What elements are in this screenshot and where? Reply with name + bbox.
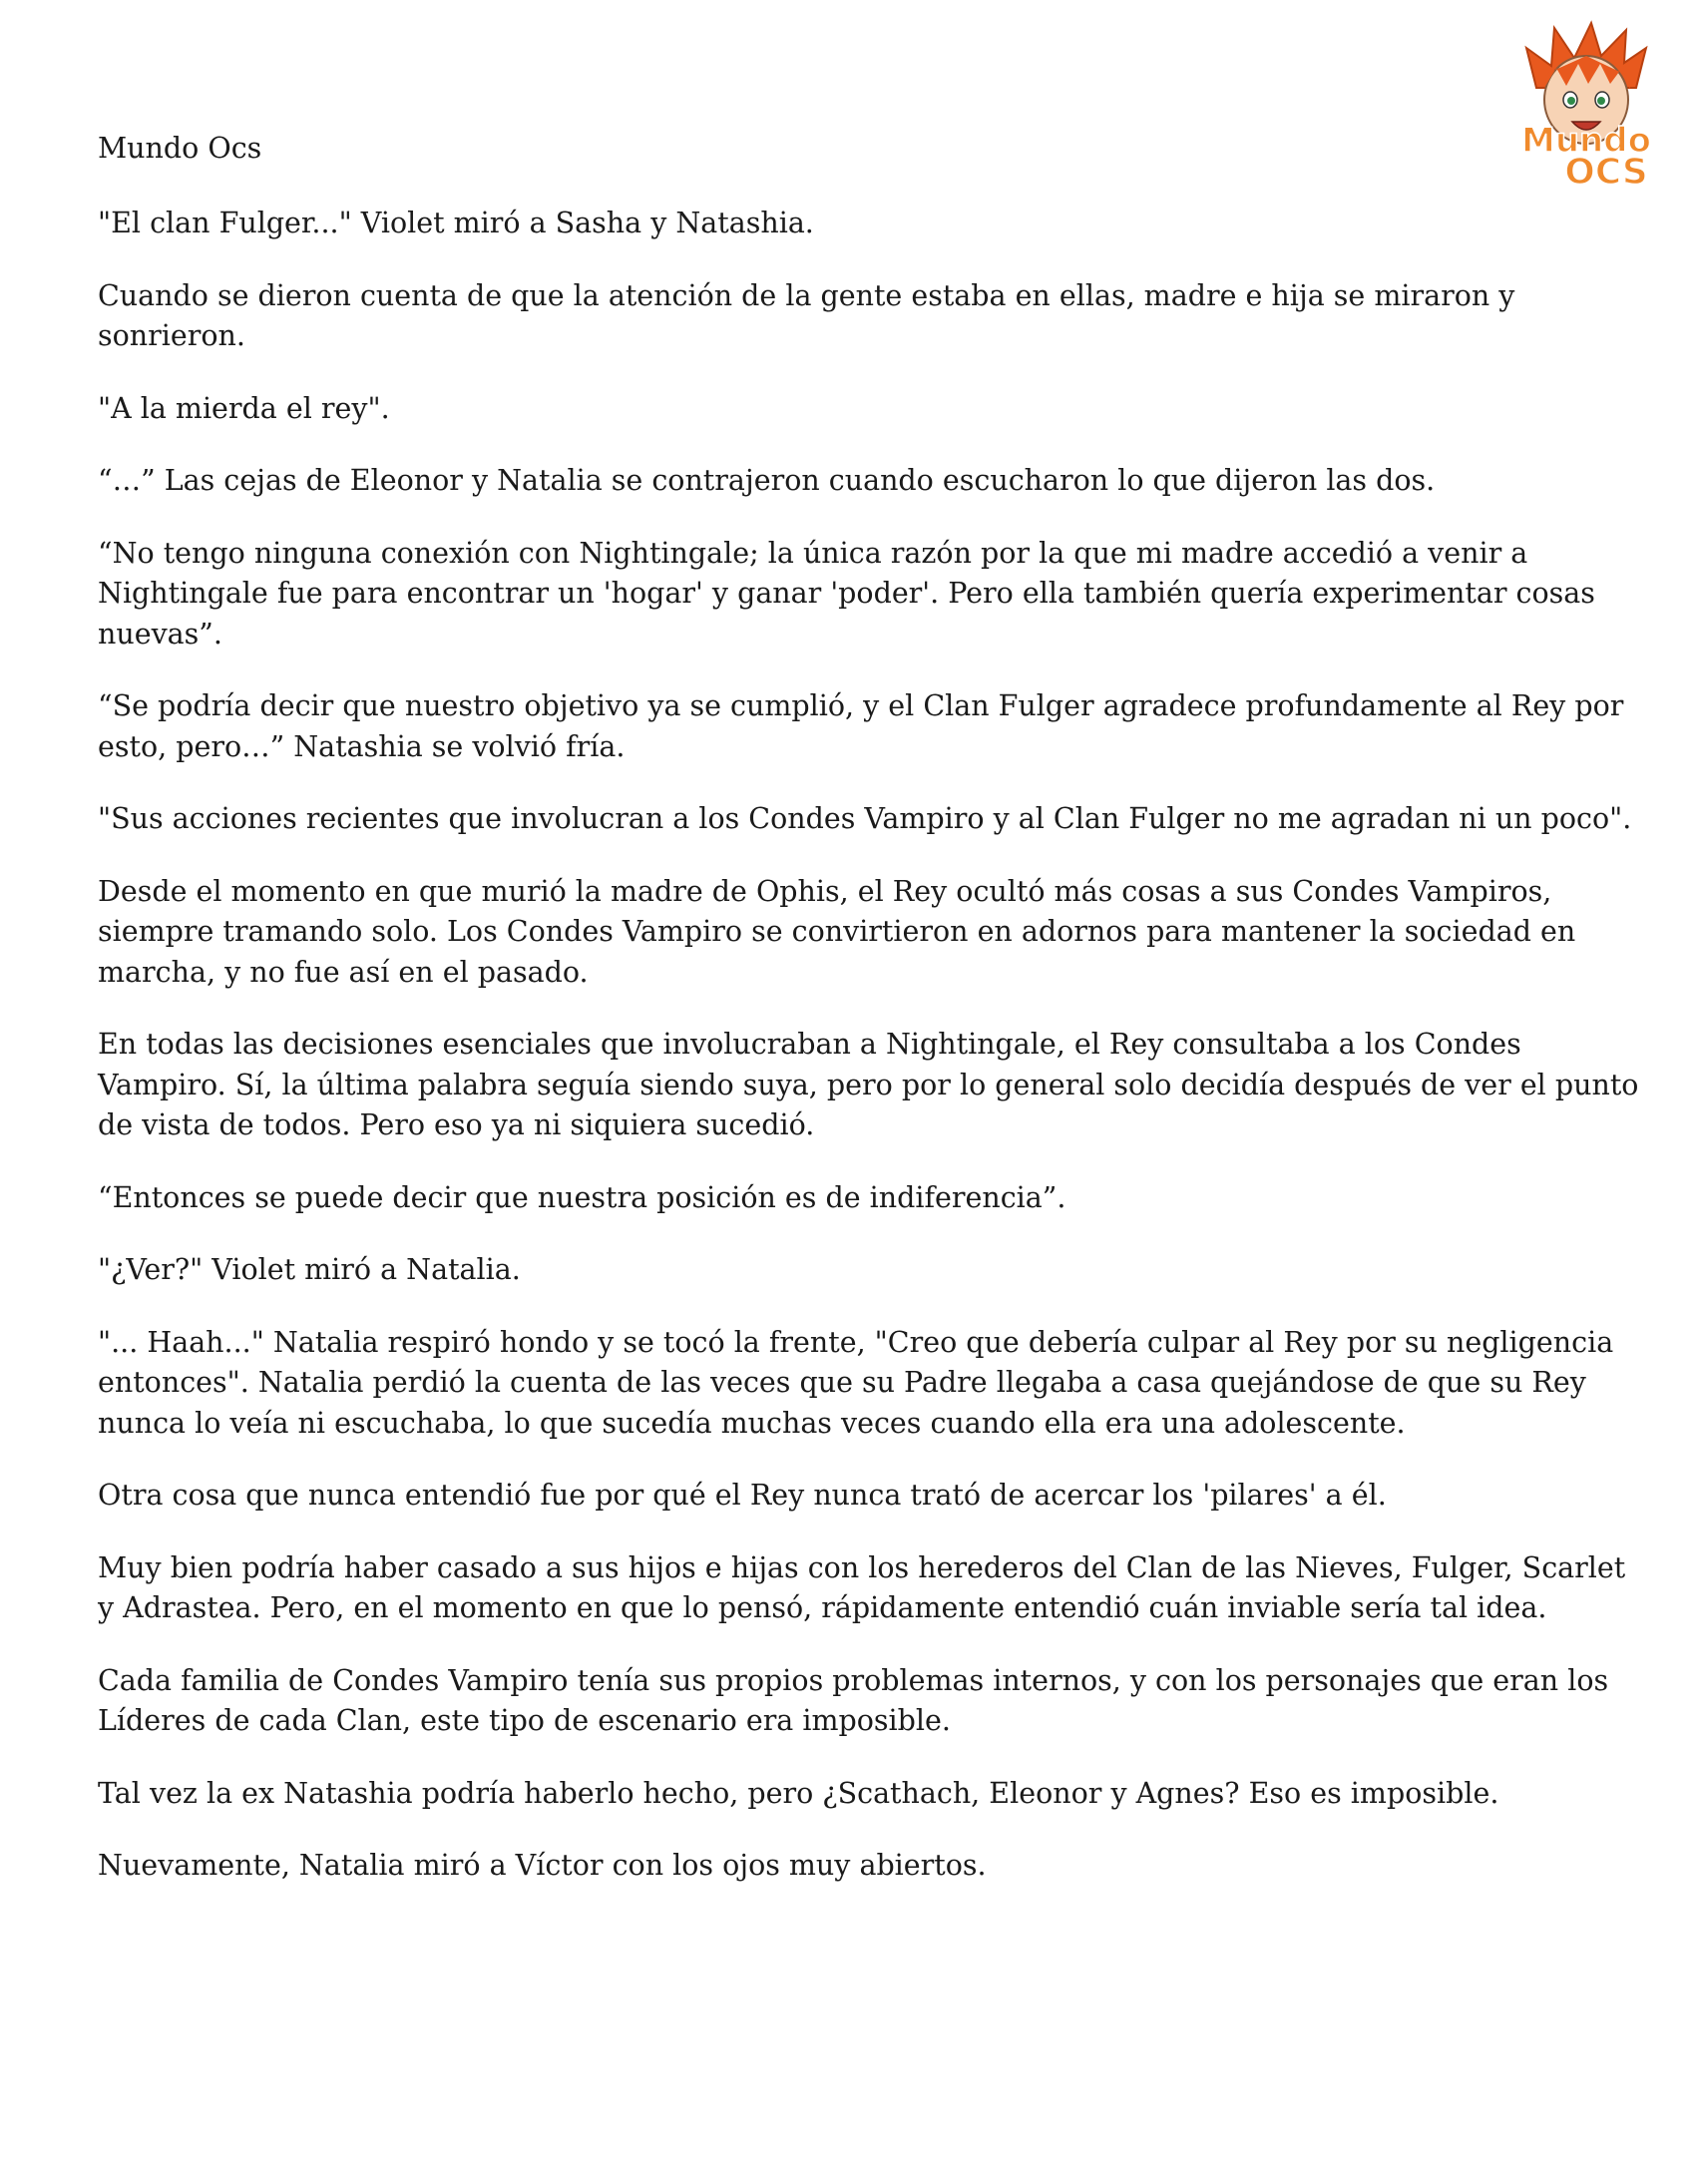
paragraph: Muy bien podría haber casado a sus hijos e hijas con los herederos del Clan de las Nieves, Fulger, Scarlet y Adrastea. Pero, en el momento en que lo pensó, rápidamente entendió cuán inviable sería tal idea. [98, 1550, 1626, 1624]
paragraph: “No tengo ninguna conexión con Nightingale; la única razón por la que mi madre accedió a venir a Nightingale fue para encontrar un 'hogar' y ganar 'poder'. Pero ella también quería experimentar cosas nuevas”. [98, 536, 1595, 651]
paragraph: “Entonces se puede decir que nuestra posición es de indiferencia”. [98, 1180, 1066, 1214]
paragraph: "... Haah..." Natalia respiró hondo y se tocó la frente, "Creo que debería culpar al Rey por su negligencia entonces". Natalia perdió la cuenta de las veces que su Padre llegaba a casa quejándose de que su Rey nunca lo veía ni escuchaba, lo que sucedía muchas veces cuando ella era una adolescente. [98, 1325, 1614, 1440]
mundo-ocs-logo [1496, 18, 1676, 190]
paragraph: Tal vez la ex Natashia podría haberlo hecho, pero ¿Scathach, Eleonor y Agnes? Eso es imposible. [98, 1776, 1499, 1810]
paragraph: "¿Ver?" Violet miró a Natalia. [98, 1253, 521, 1286]
paragraph: Cuando se dieron cuenta de que la atención de la gente estaba en ellas, madre e hija se miraron y sonrieron. [98, 278, 1515, 352]
paragraph: En todas las decisiones esenciales que involucraban a Nightingale, el Rey consultaba a los Condes Vampiro. Sí, la última palabra seguía siendo suya, pero por lo general solo decidía después de ver el punto de vista de todos. Pero eso ya ni siquiera sucedió. [98, 1028, 1639, 1141]
logo-text-line1: Mundo [1521, 121, 1651, 161]
paragraph: Nuevamente, Natalia miró a Víctor con los ojos muy abiertos. [98, 1849, 987, 1882]
logo-text-line2: OCS [1564, 152, 1648, 190]
paragraph: “Se podría decir que nuestro objetivo ya se cumplió, y el Clan Fulger agradece profundamente al Rey por esto, pero…” Natashia se volvió fría. [98, 689, 1624, 763]
paragraph: Cada familia de Condes Vampiro tenía sus propios problemas internos, y con los personajes que eran los Líderes de cada Clan, este tipo de escenario era imposible. [98, 1663, 1609, 1737]
paragraph: "Sus acciones recientes que involucran a los Condes Vampiro y al Clan Fulger no me agradan ni un poco". [98, 802, 1632, 835]
paragraph: “…” Las cejas de Eleonor y Natalia se contrajeron cuando escucharon lo que dijeron las dos. [98, 464, 1436, 497]
document-header: Mundo Ocs [98, 132, 262, 165]
paragraph: "A la mierda el rey". [98, 391, 390, 425]
paragraph: Otra cosa que nunca entendió fue por qué el Rey nunca trató de acercar los 'pilares' a él. [98, 1479, 1387, 1512]
paragraph: "El clan Fulger..." Violet miró a Sasha y Natashia. [98, 207, 814, 239]
document-body [98, 204, 1644, 1919]
paragraph: Desde el momento en que murió la madre de Ophis, el Rey ocultó más cosas a sus Condes Vampiros, siempre tramando solo. Los Condes Vampiro se convirtieron en adornos para mantener la sociedad en marcha, y no fue así en el pasado. [98, 874, 1576, 989]
